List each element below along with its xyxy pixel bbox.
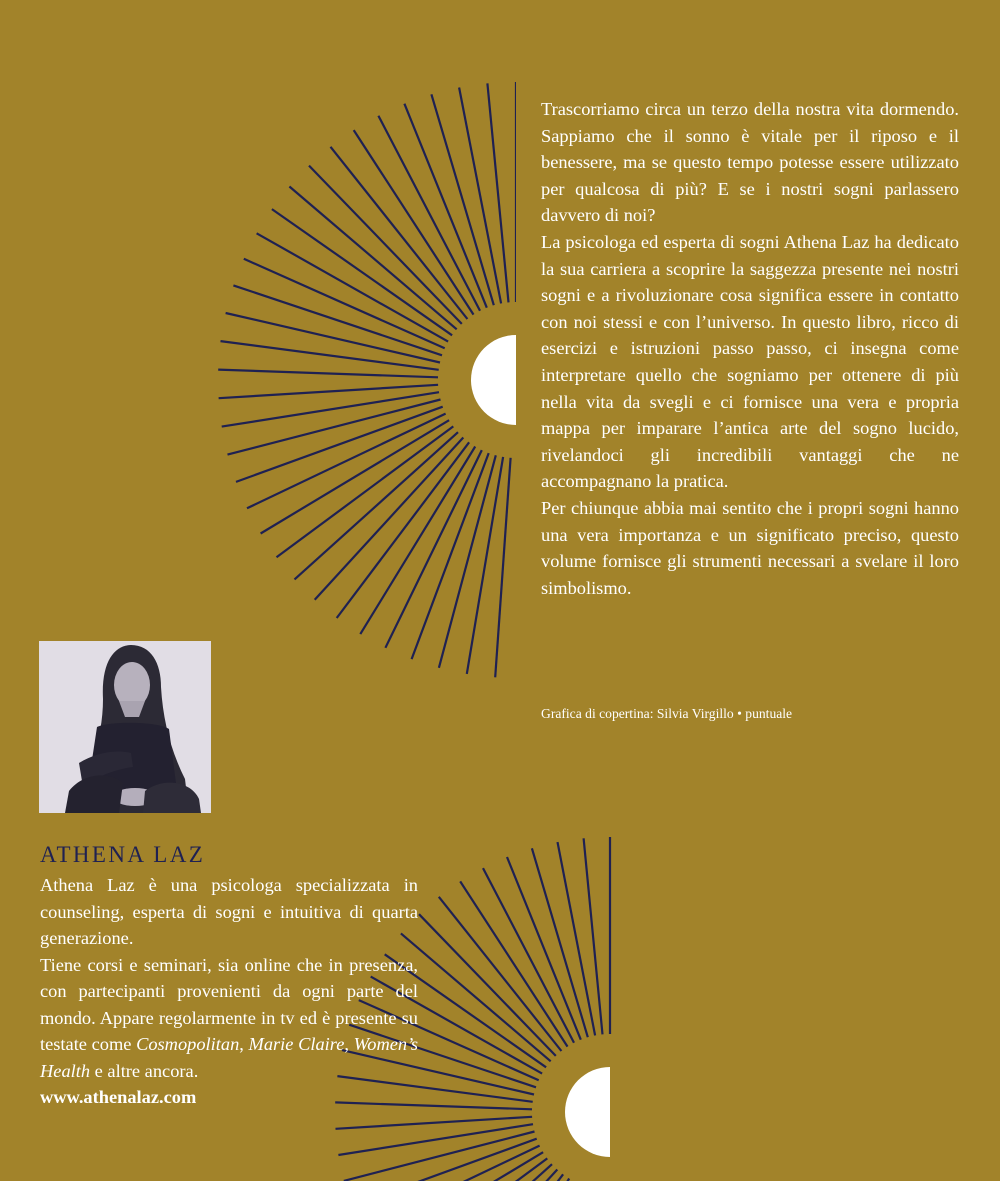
bio-separator: , <box>239 1034 249 1054</box>
author-portrait-image <box>39 641 211 813</box>
sun-ray <box>389 1158 547 1181</box>
bio-text: e altre ancora. <box>90 1060 199 1081</box>
magazine-cosmopolitan: Cosmopolitan <box>136 1034 240 1054</box>
sun-ray <box>507 857 581 1040</box>
magazine-marie-claire: Marie Claire <box>248 1034 345 1054</box>
blurb-paragraph-3: Per chiunque abbia mai sentito che i propri sogni hanno una vera importanza e un significato preciso, questo volume fornisce gli strumenti necessari a svelare il loro simbolismo. <box>541 497 959 598</box>
bio-separator: , <box>344 1034 354 1054</box>
author-bio <box>40 872 418 1111</box>
sun-ray <box>439 897 562 1051</box>
sun-ray <box>336 1117 533 1129</box>
back-cover-blurb <box>541 96 959 601</box>
sun-ray <box>362 1146 540 1181</box>
blurb-paragraph-1: Trascorriamo circa un terzo della nostra vita dormendo. Sappiamo che il sonno è vitale per il riposo e il benessere, ma se questo tempo potesse essere utilizzato per qualcosa di più? E se i nostri sogni parlassero davvero di noi? <box>541 99 959 226</box>
author-bio-paragraph-1: Athena Laz è una psicologa specializzata in counseling, esperta di sogni e intuitiva di quarta generazione. <box>40 875 418 948</box>
sun-ray <box>584 838 603 1034</box>
blurb-paragraph-2: La psicologa ed esperta di sogni Athena Laz ha dedicato la sua carriera a scoprire la saggezza presente nei nostri sogni e a rivoluzionare cosa significa essere in contatto con noi stessi e con l’universo. In questo libro, ricco di esercizi e istruzioni passo passo, ci insegna come interpretare quello che sogniamo per ottenere di più nella vita da svegli e ci fornisce una vera e propria mappa per imparare l’antica arte del sogno lucido, rivelandoci gli incredibili vantaggi che ne accompagnano la pratica. <box>541 231 959 492</box>
cover-design-credit: Grafica di copertina: Silvia Virgillo • puntuale <box>541 706 793 721</box>
sun-ray <box>558 842 596 1035</box>
author-name-heading: ATHENA LAZ <box>40 842 206 867</box>
author-website-link[interactable]: www.athenalaz.com <box>40 1087 197 1107</box>
magazine-womens-health: Women’s Health <box>40 1034 419 1081</box>
author-bio-paragraph-2 <box>40 952 418 1085</box>
eye-half-circle-icon <box>565 1067 610 1157</box>
sun-ray <box>532 848 588 1037</box>
bio-text: Tiene corsi e seminari, sia online che in presenza, con partecipanti provenienti da ogni parte del mondo. Appare regolarmente in tv ed è presente su testate come <box>40 954 418 1054</box>
author-photo <box>39 641 211 813</box>
sun-ray <box>419 914 556 1056</box>
